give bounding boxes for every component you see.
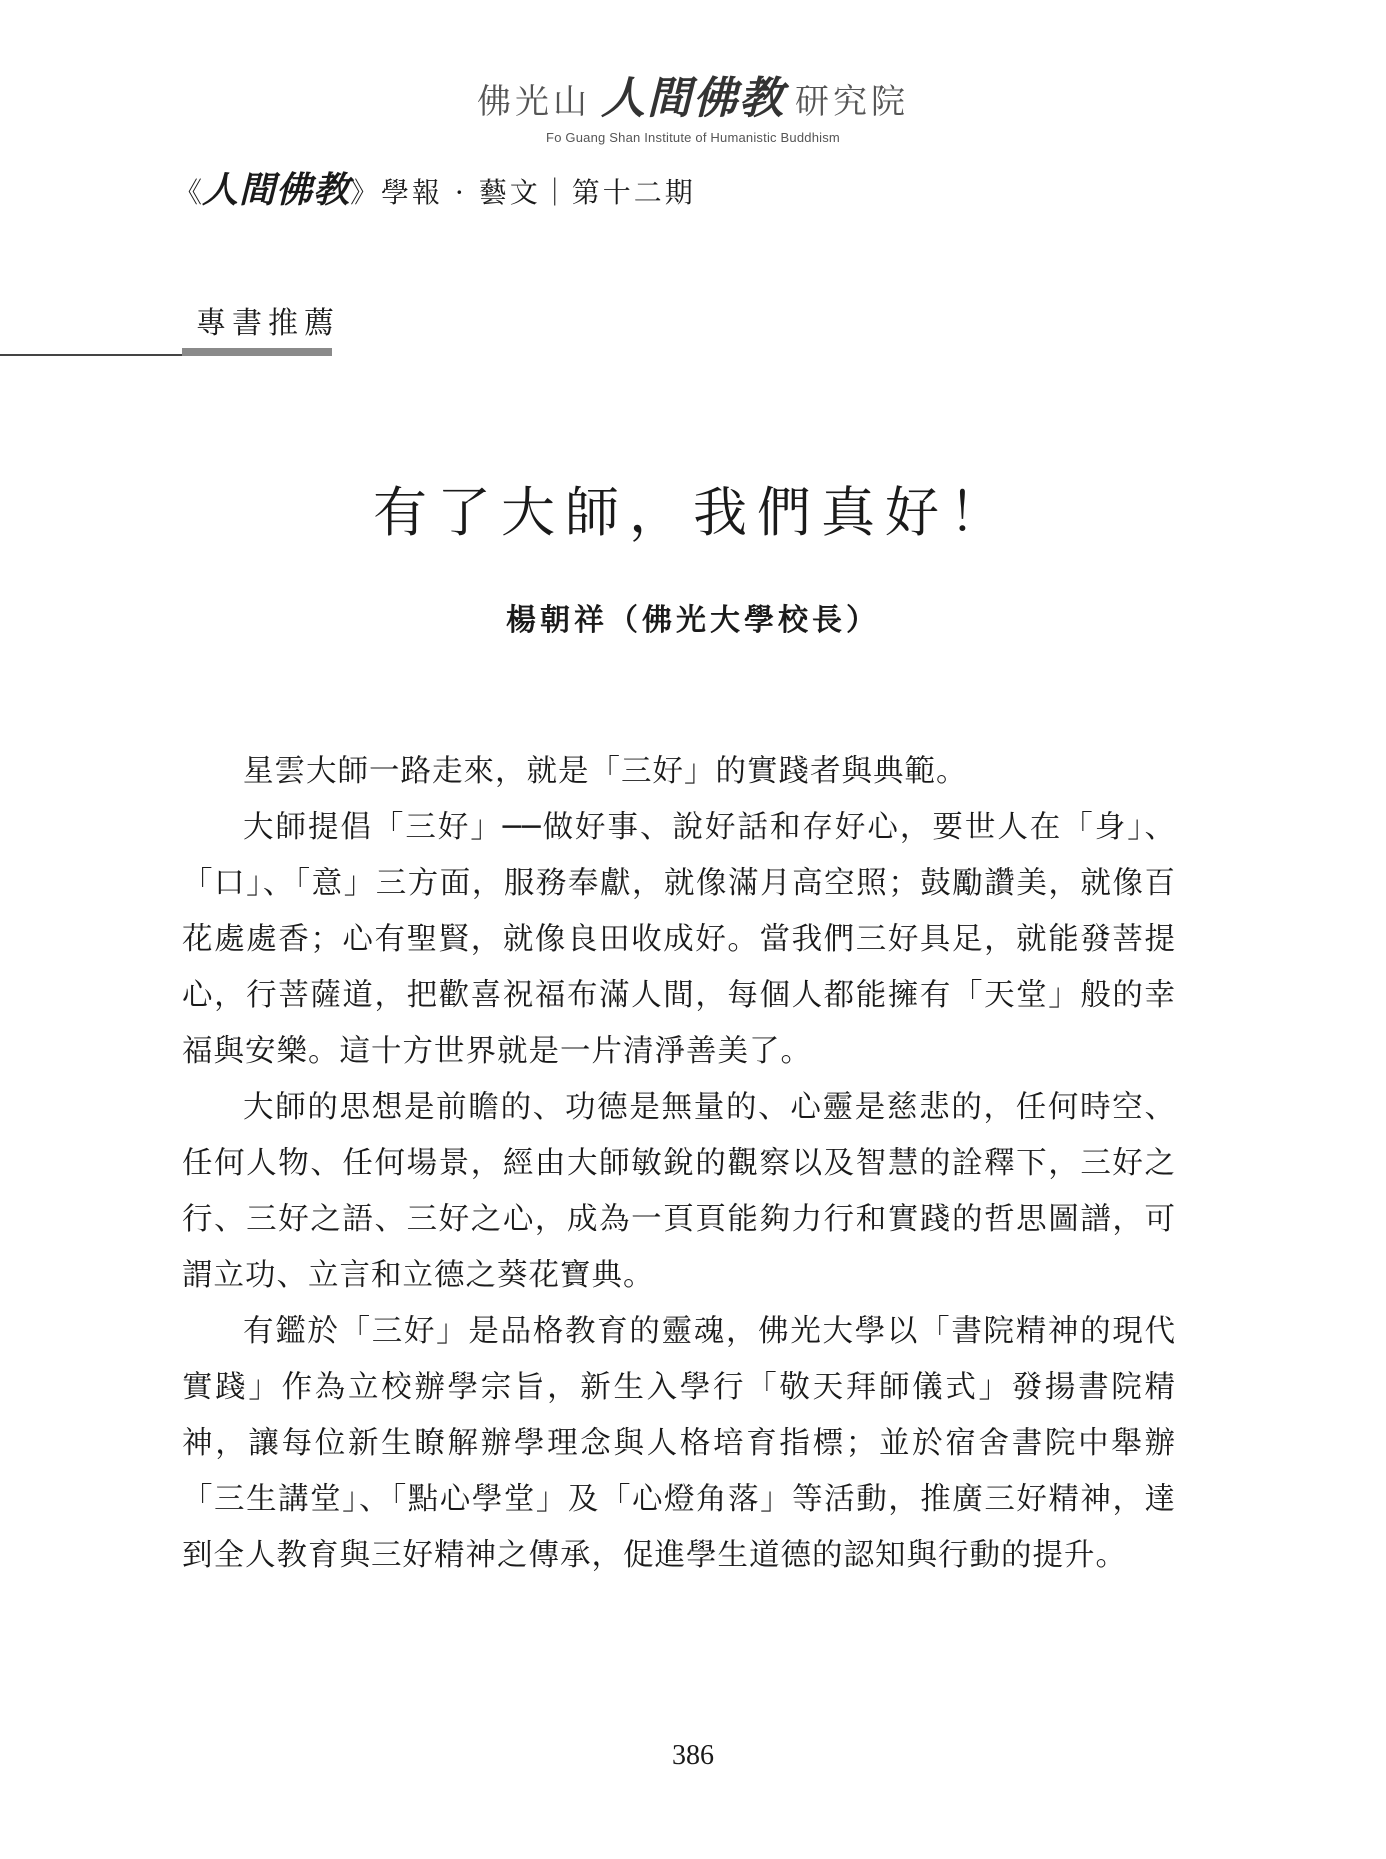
journal-issue-info: 》學報 · 藝文｜第十二期	[350, 176, 696, 209]
article-body	[182, 744, 1176, 1584]
article-author: 楊朝祥（佛光大學校長）	[506, 603, 880, 638]
body-paragraph: 大師提倡「三好」──做好事、說好話和存好心，要世人在「身」、「口」、「意」三方面，服務奉獻，就像滿月高空照；鼓勵讚美，就像百花處處香；心有聖賢，就像良田收成好。當我們三好具足，就能發菩提心，行菩薩道，把歡喜祝福布滿人間，每個人都能擁有「天堂」般的幸福與安樂。這十方世界就是一片清淨善美了。	[182, 810, 1176, 1069]
journal-brand: 人間佛教	[202, 169, 351, 211]
institute-suffix: 研究院	[795, 82, 909, 122]
institute-prefix: 佛光山	[477, 82, 591, 122]
section-label: 專書推薦	[196, 306, 340, 341]
page-number: 386	[672, 1740, 714, 1771]
institute-name	[477, 62, 909, 126]
section-underline-bar	[182, 348, 332, 356]
body-paragraph: 有鑑於「三好」是品格教育的靈魂，佛光大學以「書院精神的現代實踐」作為立校辦學宗旨，新生入學行「敬天拜師儀式」發揚書院精神，讓每位新生瞭解辦學理念與人格培育指標；並於宿舍書院中舉辦「三生講堂」、「點心學堂」及「心燈角落」等活動，推廣三好精神，達到全人教育與三好精神之傳承，促進學生道德的認知與行動的提升。	[182, 1314, 1176, 1573]
article-title: 有了大師，我們真好！	[373, 481, 1013, 544]
body-paragraph: 大師的思想是前瞻的、功德是無量的、心靈是慈悲的，任何時空、任何人物、任何場景，經由大師敏銳的觀察以及智慧的詮釋下，三好之行、三好之語、三好之心，成為一頁頁能夠力行和實踐的哲思圖譜，可謂立功、立言和立德之葵花寶典。	[182, 1090, 1176, 1293]
institute-header	[0, 62, 1386, 145]
journal-bracket-open: 《	[174, 176, 203, 209]
body-paragraph: 星雲大師一路走來，就是「三好」的實踐者與典範。	[243, 754, 968, 789]
journal-running-header	[174, 162, 696, 213]
institute-brand-logo: 人間佛教	[601, 73, 785, 124]
institute-english-name: Fo Guang Shan Institute of Humanistic Buddhism	[546, 130, 840, 145]
